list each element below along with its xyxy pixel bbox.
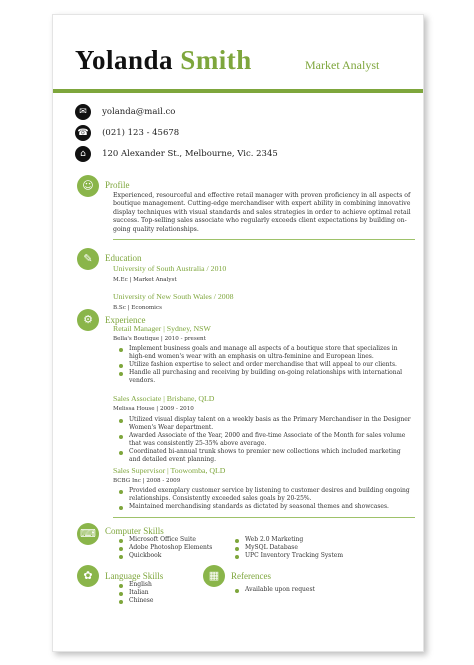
list-item: English [119,581,219,589]
computer-skills-left [119,536,229,560]
job-bullets [119,345,411,385]
list-item: Utilize fashion expertise to select and order merchandise that will appeal to our clients. [119,361,411,369]
list-item: Implement business goals and manage all aspects of a boutique store that specializes in high-end women's wear with an emphasis on ultra-feminine and European lines. [119,345,411,361]
language-list [119,581,219,605]
contact-address [75,143,278,162]
phone-icon: ☎ [75,125,91,141]
list-item: Handle all purchasing and receiving by building on-going relationships with international vendors. [119,369,411,385]
education-school: University of South Australia / 2010 [113,264,227,273]
profile-heading: Profile [105,180,130,190]
resume-page [52,14,424,652]
list-item: Provided exemplary customer service by listening to customer desires and building ongoing relationships. Consistently exceeded sales goals by 20-25%. [119,487,411,503]
references-heading: References [231,571,271,581]
contact-email [75,101,175,120]
references-icon: ▦ [203,565,225,587]
job-title-line: Retail Manager | Sydney, NSW [113,324,211,333]
references-list [235,586,385,594]
list-item: Awarded Associate of the Year, 2000 and five-time Associate of the Month for sales volume that was consistently 25-35% above average. [119,432,411,448]
job-meta: Bella's Boutique | 2010 - present [113,336,206,342]
home-icon: ⌂ [75,146,91,162]
section-divider [113,239,415,240]
education-degree: B.Sc | Economics [113,305,162,311]
language-skills-heading: Language Skills [105,571,164,581]
list-item: Maintained merchandising standards as dictated by seasonal themes and showcases. [119,503,411,511]
list-item: Adobe Photoshop Elements [119,544,229,552]
profile-icon: ☺ [77,175,99,197]
header-rule [53,89,423,93]
list-item: Italian [119,589,219,597]
contact-phone [75,122,179,141]
education-heading: Education [105,253,142,263]
list-item: Microsoft Office Suite [119,536,229,544]
experience-heading: Experience [105,315,146,325]
list-item: UPC Inventory Tracking System [235,552,395,560]
job-title: Market Analyst [305,58,380,72]
envelope-icon: ✉ [75,104,91,120]
email-text: yolanda@mail.co [102,106,176,117]
job-title-line: Sales Associate | Brisbane, QLD [113,394,215,403]
job-bullets [119,416,411,464]
list-item: Available upon request [235,586,385,594]
computer-skills-right [235,536,395,560]
education-degree: M.Ec | Market Analyst [113,277,177,283]
list-item: MySQL Database [235,544,395,552]
list-item: Utilized visual display talent on a weekly basis as the Primary Merchandiser in the Designer Women's Wear department. [119,416,411,432]
last-name: Smith [180,45,252,75]
section-divider [113,517,415,518]
computer-icon: ⌨ [77,523,99,545]
job-title-line: Sales Supervisor | Toowomba, QLD [113,466,226,475]
list-item: Web 2.0 Marketing [235,536,395,544]
list-item: Chinese [119,597,219,605]
job-bullets [119,487,411,511]
experience-icon: ⚙ [77,309,99,331]
phone-text: (021) 123 - 45678 [102,127,180,138]
job-meta: BCBG Inc | 2008 - 2009 [113,478,181,484]
list-item: Coordinated bi-annual trunk shows to premier new collections which included marketing and detailed event planning. [119,448,411,464]
job-meta: Melissa House | 2009 - 2010 [113,406,194,412]
profile-text: Experienced, resourceful and effective retail manager with proven proficiency in all aspects of boutique management. Cutting-edge merchandiser with expert ability in combining innovative display techniques with visual standards and sales strategies in order to achieve optimal retail success. Top-selling sales associate who regularly exceeds client expectations by building on-going quality relationships. [113,192,411,233]
language-icon: ✿ [77,565,99,587]
education-icon: ✎ [77,248,99,270]
education-school: University of New South Wales / 2008 [113,292,234,301]
computer-skills-heading: Computer Skills [105,526,164,536]
first-name: Yolanda [75,45,174,75]
list-item: Quickbook [119,552,229,560]
address-text: 120 Alexander St., Melbourne, Vic. 2345 [102,148,278,159]
candidate-name [75,45,252,76]
